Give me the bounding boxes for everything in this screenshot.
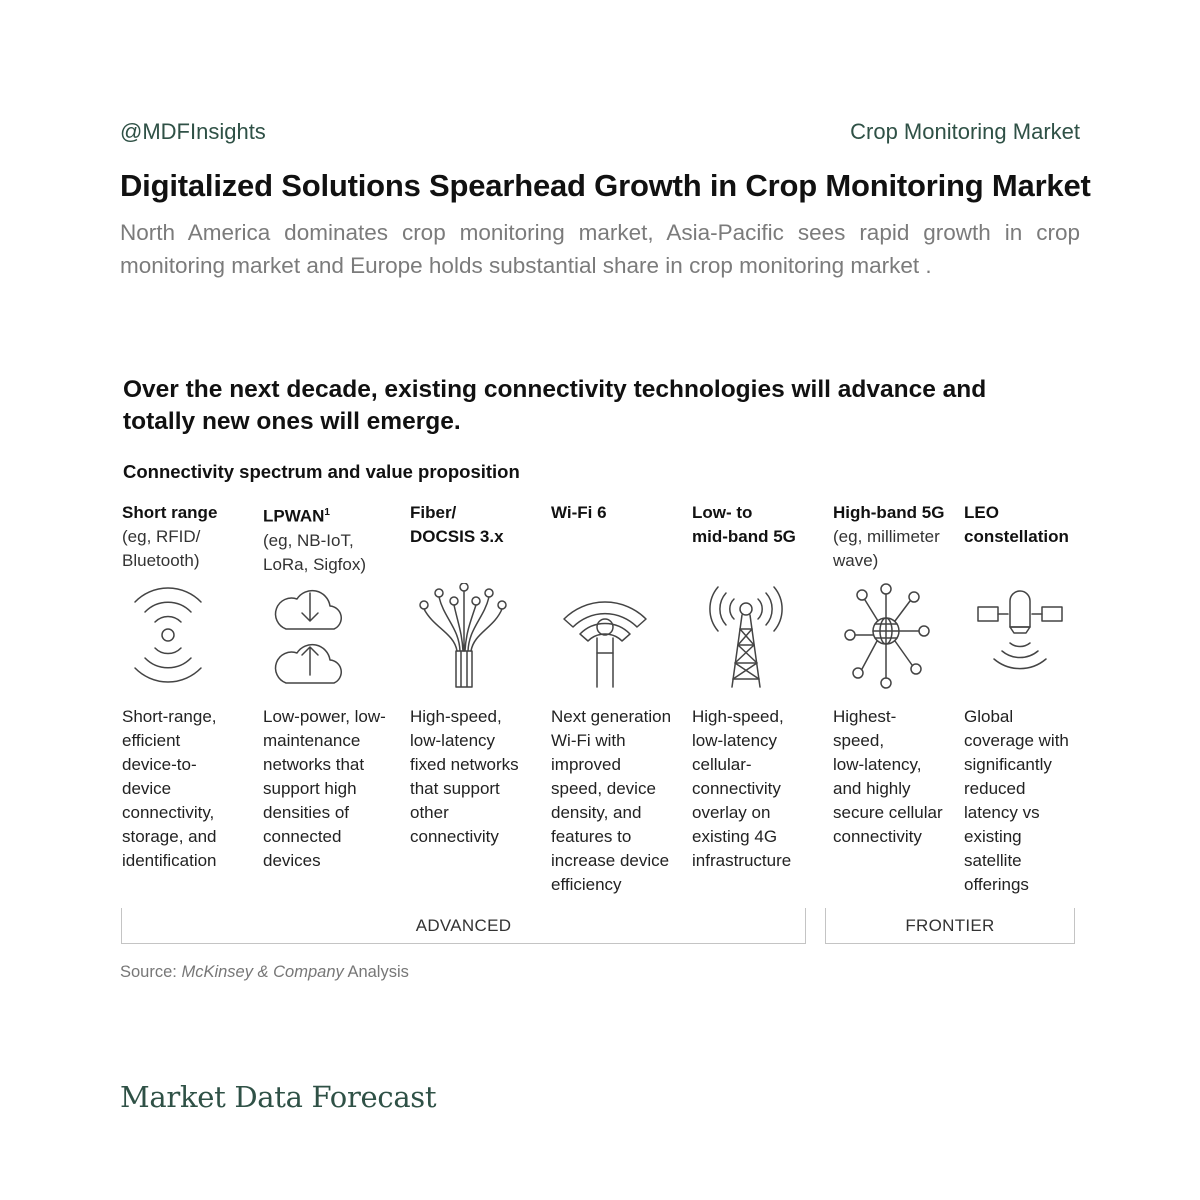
column-description: Short-range, efficient device-to- device connectivity, storage, and identification [122, 707, 217, 870]
column-high-band-5g [833, 501, 963, 573]
column-title: LPWAN$^1$ [263, 506, 330, 526]
column-description: Highest- speed, low-latency, and highly secure cellular connectivity [833, 707, 943, 846]
column-fiber [410, 501, 546, 549]
wifi-user-icon [545, 583, 665, 693]
column-note: (eg, NB-IoT, LoRa, Sigfox) [263, 530, 366, 574]
source-note: Source: McKinsey & Company Analysis [120, 963, 409, 981]
cell-tower-icon [686, 583, 806, 693]
wireless-signal-icon [108, 583, 228, 693]
column-lpwan [263, 501, 399, 577]
group-advanced: ADVANCED [121, 908, 806, 944]
column-description: High-speed, low-latency cellular- connectivity overlay on existing 4G infrastructure [692, 707, 792, 870]
column-wifi-6 [551, 501, 687, 525]
column-title: Wi-Fi 6 [551, 503, 607, 522]
figure-title: Over the next decade, existing connectivity technologies will advance and totally new ones will emerge. [123, 376, 987, 435]
topic-label: Crop Monitoring Market [850, 119, 1080, 144]
page-title: Digitalized Solutions Spearhead Growth in Crop Monitoring Market [120, 168, 1091, 203]
column-description: Global coverage with significantly reduced latency vs existing satellite offerings [964, 707, 1069, 894]
column-leo-constellation [964, 501, 1084, 549]
fiber-optic-icon [404, 583, 524, 693]
brand-logo-text: Market Data Forecast [120, 1080, 437, 1114]
satellite-icon [960, 583, 1080, 693]
column-low-mid-band-5g [692, 501, 828, 549]
footnote-marker: 1 [324, 507, 330, 518]
column-note: (eg, RFID/ Bluetooth) [122, 527, 201, 570]
globe-network-icon [826, 583, 946, 693]
column-title: Low- to mid-band 5G [692, 503, 796, 546]
column-description: Next generation Wi-Fi with improved speed, device density, and features to increase device efficiency [551, 707, 672, 894]
cloud-transfer-icon [250, 583, 370, 693]
column-title: Short range [122, 503, 218, 522]
column-description: Low-power, low- maintenance networks that support high densities of connected devices [263, 707, 386, 870]
column-description: High-speed, low-latency fixed networks that support other connectivity [410, 707, 519, 846]
column-title: Fiber/ DOCSIS 3.x [410, 503, 504, 546]
social-handle: @MDFInsights [120, 119, 266, 144]
column-title: LEO constellation [964, 503, 1069, 546]
page-subtitle: North America dominates crop monitoring market, Asia-Pacific sees rapid growth in crop monitoring market and Europe holds substantial share in crop monitoring market . [120, 220, 1080, 278]
column-note: (eg, millimeter wave) [833, 527, 940, 570]
figure-subtitle: Connectivity spectrum and value proposition [123, 461, 520, 482]
column-title: High-band 5G [833, 503, 945, 522]
group-frontier: FRONTIER [825, 908, 1075, 944]
column-short-range [122, 501, 258, 573]
